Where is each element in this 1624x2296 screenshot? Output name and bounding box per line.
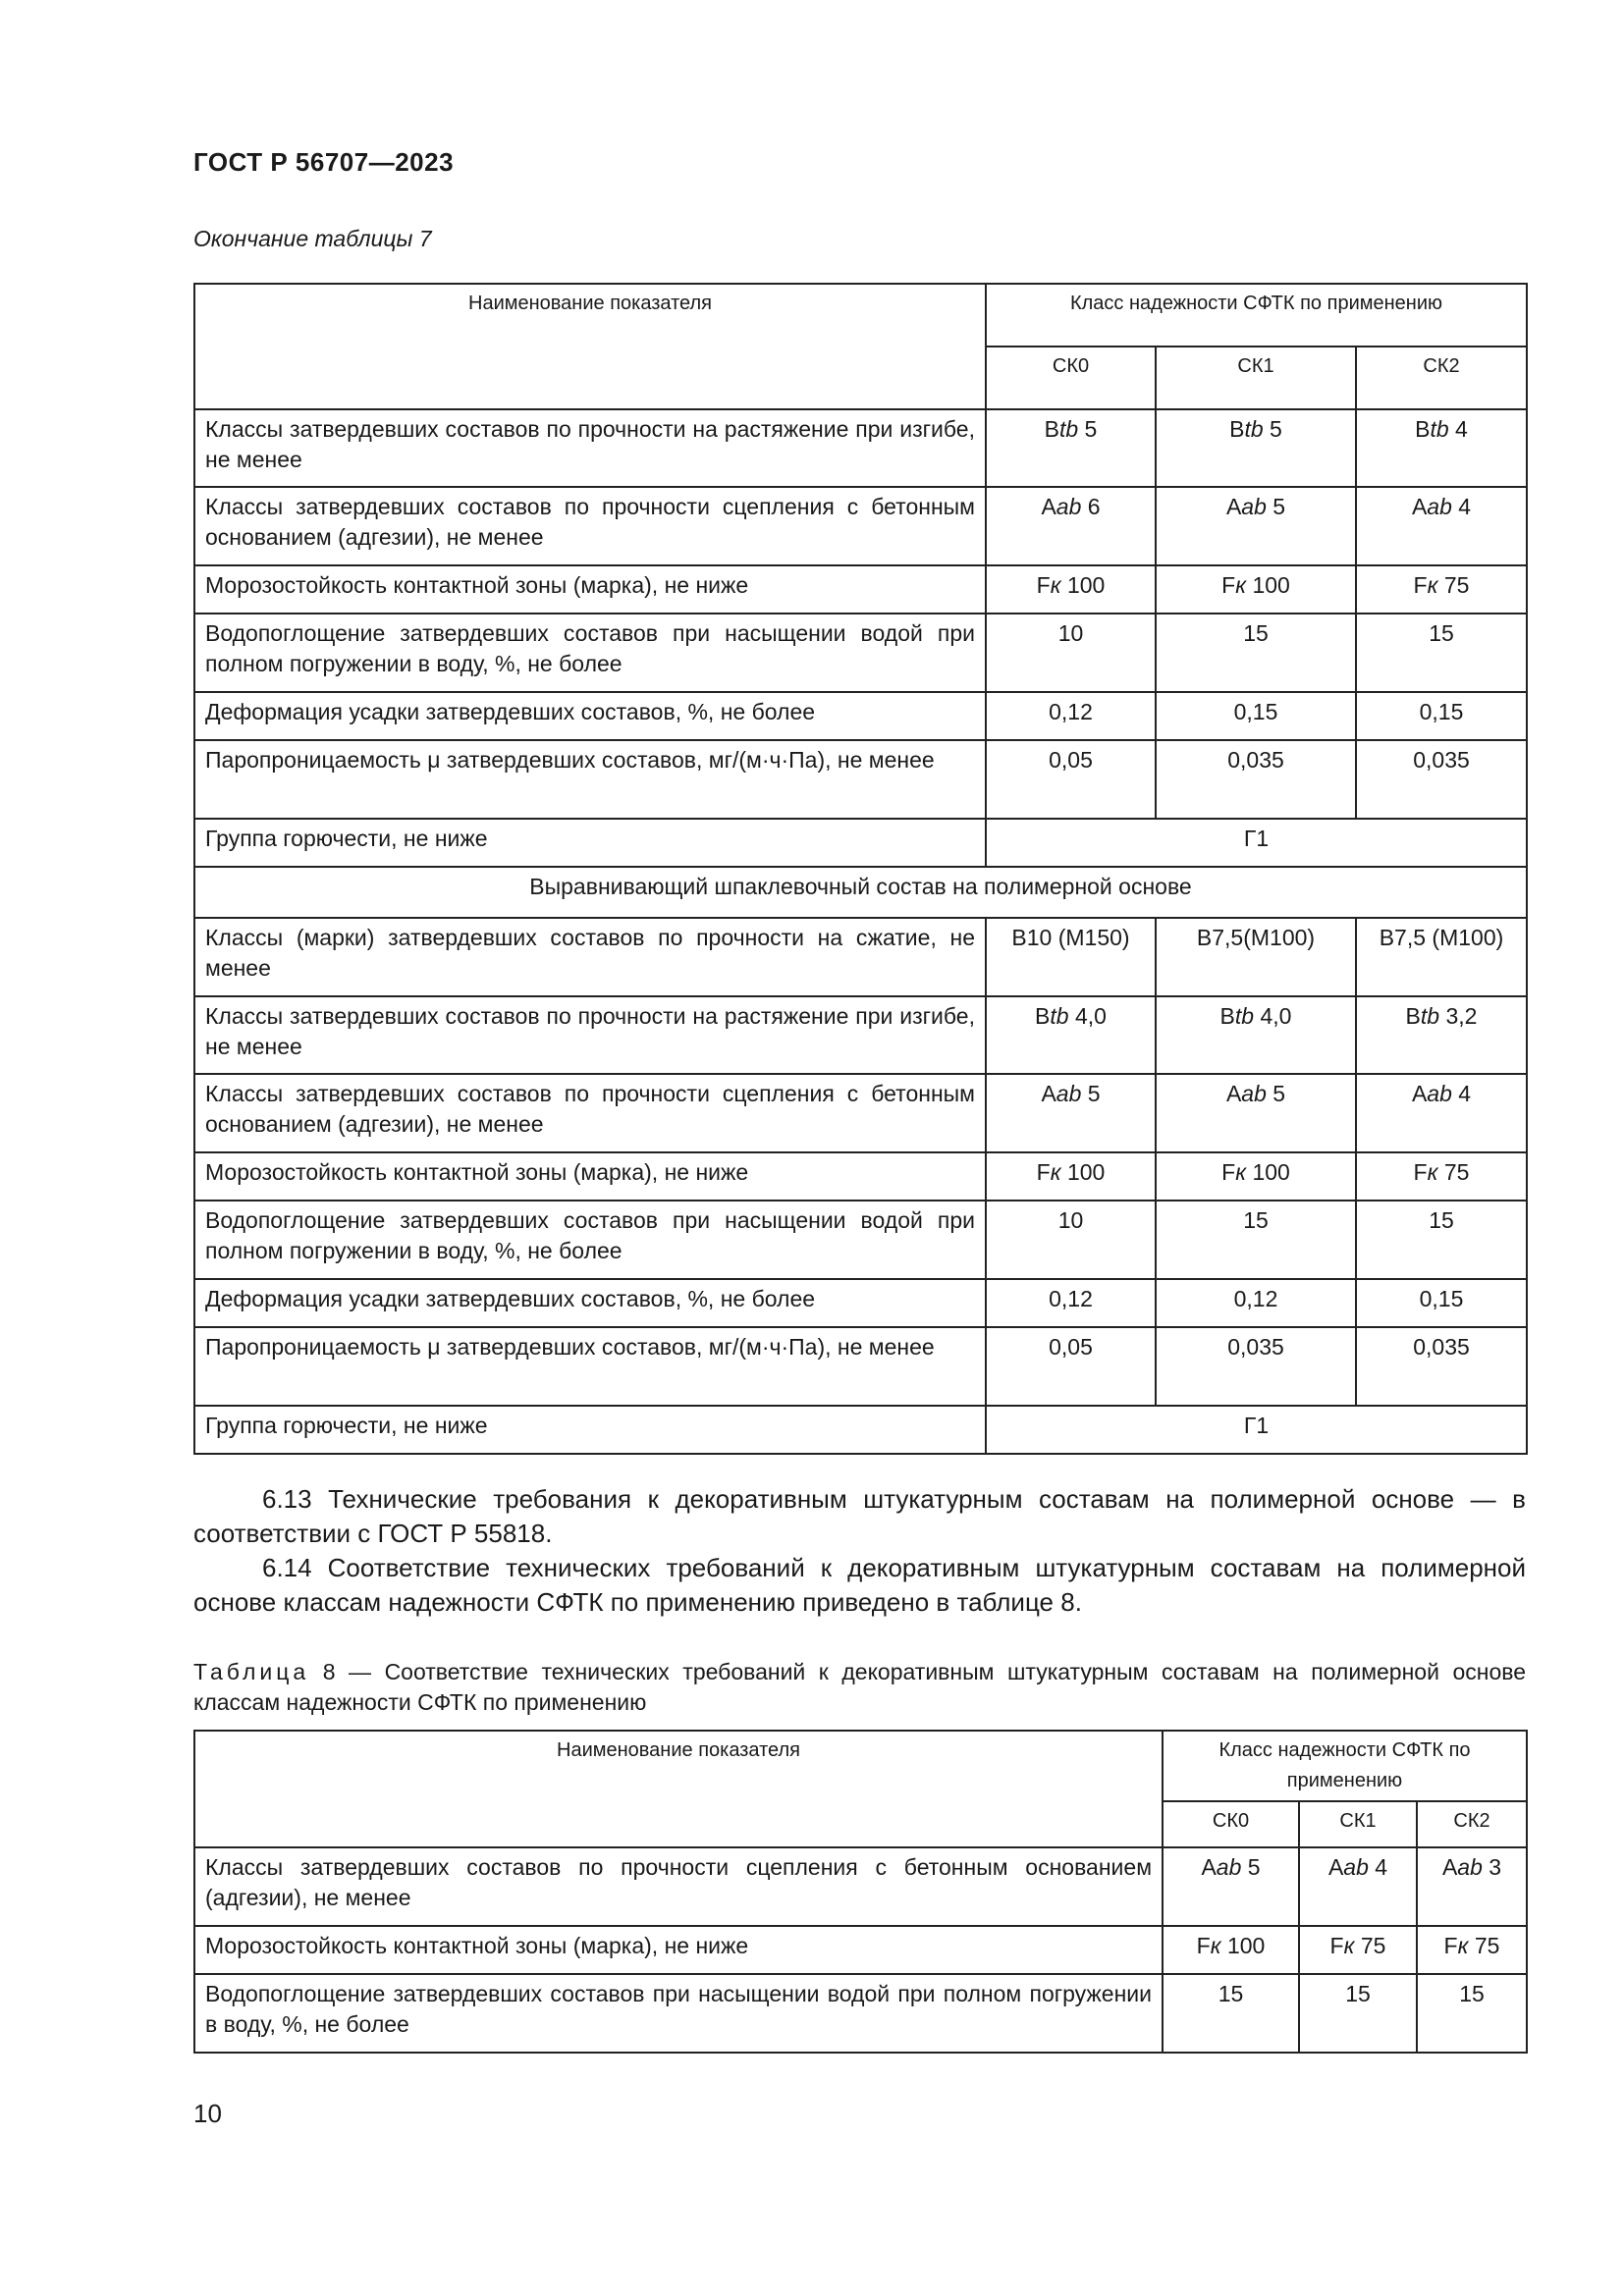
class-value: Aab 5 [1156, 1074, 1356, 1152]
class-value: 0,15 [1156, 692, 1356, 740]
column-header-class: СК0 [1163, 1801, 1299, 1847]
class-value: 0,035 [1156, 740, 1356, 819]
table-row [194, 918, 1527, 996]
class-value: Aab 5 [986, 1074, 1156, 1152]
table-row [194, 1926, 1527, 1974]
class-value: Fк 100 [1163, 1926, 1299, 1974]
class-value: 0,12 [986, 692, 1156, 740]
class-value: 0,05 [986, 1327, 1156, 1406]
table-row [194, 1847, 1527, 1926]
class-value: 0,15 [1356, 692, 1527, 740]
table8-caption-text: 8 — Соответствие технических требований к декоративным штукатурным составам на полимерной основе классам надежности СФТК по применению [193, 1659, 1526, 1715]
class-value: B7,5 (M100) [1356, 918, 1527, 996]
table-row [194, 409, 1527, 487]
table-row [194, 1406, 1527, 1454]
indicator-name: Водопоглощение затвердевших составов при насыщении водой при полном погружении в воду, %, не более [194, 1974, 1163, 2053]
column-header-class: СК1 [1299, 1801, 1417, 1847]
class-value: Btb 5 [986, 409, 1156, 487]
table7-continuation-label: Окончание таблицы 7 [193, 226, 432, 251]
class-value: Aab 4 [1356, 487, 1527, 565]
class-value: Fк 100 [986, 1152, 1156, 1201]
class-value: 0,15 [1356, 1279, 1527, 1327]
column-header-class: СК1 [1156, 347, 1356, 409]
table-row [194, 1152, 1527, 1201]
column-header-class: СК0 [986, 347, 1156, 409]
class-value: Fк 75 [1299, 1926, 1417, 1974]
class-value: 0,035 [1356, 740, 1527, 819]
class-value: Fк 75 [1417, 1926, 1527, 1974]
indicator-name: Деформация усадки затвердевших составов, %, не более [194, 692, 986, 740]
table-row [194, 692, 1527, 740]
class-value: Aab 5 [1156, 487, 1356, 565]
column-header-class: СК2 [1417, 1801, 1527, 1847]
column-header-class: СК2 [1356, 347, 1527, 409]
document-code-header: ГОСТ Р 56707—2023 [193, 147, 455, 177]
class-value: Aab 4 [1299, 1847, 1417, 1926]
paragraph-6-14 [193, 1551, 1526, 1620]
class-value: Fк 75 [1356, 1152, 1527, 1201]
class-value: Aab 5 [1163, 1847, 1299, 1926]
table-7 [193, 283, 1528, 1455]
column-header-class-group: Класс надежности СФТК по применению [1163, 1731, 1527, 1801]
table-8 [193, 1730, 1528, 2054]
column-header-class-group: Класс надежности СФТК по применению [986, 284, 1527, 347]
section-title-row [194, 867, 1527, 918]
indicator-name: Классы затвердевших составов по прочности на растяжение при изгибе, не менее [194, 409, 986, 487]
table-row [194, 614, 1527, 692]
paragraph-text: 6.13 Технические требования к декоративным штукатурным составам на полимерной основе — в соответствии с ГОСТ Р 55818. [193, 1484, 1526, 1548]
class-value: 15 [1299, 1974, 1417, 2053]
class-value: Aab 6 [986, 487, 1156, 565]
indicator-name: Паропроницаемость μ затвердевших составов, мг/(м·ч·Па), не менее [194, 740, 986, 819]
class-value: 10 [986, 1201, 1156, 1279]
table8-caption-word: Таблица [193, 1659, 310, 1684]
class-value: Btb 4,0 [986, 996, 1156, 1074]
indicator-name: Группа горючести, не ниже [194, 819, 986, 867]
table-row [194, 996, 1527, 1074]
class-value: 15 [1156, 614, 1356, 692]
class-value: 0,035 [1356, 1327, 1527, 1406]
class-value: 15 [1156, 1201, 1356, 1279]
table-row [194, 1074, 1527, 1152]
class-value: 0,05 [986, 740, 1156, 819]
paragraph-text: 6.14 Соответствие технических требований к декоративным штукатурным составам на полимерной основе классам надежности СФТК по применению приведено в таблице 8. [193, 1553, 1526, 1617]
class-value-merged: Г1 [986, 819, 1527, 867]
indicator-name: Водопоглощение затвердевших составов при насыщении водой при полном погружении в воду, %, не более [194, 614, 986, 692]
class-value: 15 [1356, 1201, 1527, 1279]
class-value: Fк 100 [986, 565, 1156, 614]
indicator-name: Классы затвердевших составов по прочности сцепления с бетонным основанием (адгезии), не менее [194, 1847, 1163, 1926]
column-header-name: Наименование показателя [194, 1731, 1163, 1847]
class-value: 15 [1163, 1974, 1299, 2053]
class-value: Fк 100 [1156, 1152, 1356, 1201]
table-row [194, 565, 1527, 614]
indicator-name: Водопоглощение затвердевших составов при насыщении водой при полном погружении в воду, %, не более [194, 1201, 986, 1279]
class-value: Aab 3 [1417, 1847, 1527, 1926]
indicator-name: Классы затвердевших составов по прочности сцепления с бетонным основанием (адгезии), не менее [194, 1074, 986, 1152]
page-number: 10 [193, 2099, 222, 2128]
class-value: Btb 3,2 [1356, 996, 1527, 1074]
class-value: Btb 4,0 [1156, 996, 1356, 1074]
indicator-name: Паропроницаемость μ затвердевших составов, мг/(м·ч·Па), не менее [194, 1327, 986, 1406]
table-row [194, 1201, 1527, 1279]
class-value: 15 [1356, 614, 1527, 692]
class-value: 10 [986, 614, 1156, 692]
class-value: 15 [1417, 1974, 1527, 2053]
table-row [194, 1974, 1527, 2053]
section-title: Выравнивающий шпаклевочный состав на полимерной основе [194, 867, 1527, 918]
class-value: 0,12 [986, 1279, 1156, 1327]
indicator-name: Классы (марки) затвердевших составов по прочности на сжатие, не менее [194, 918, 986, 996]
indicator-name: Классы затвердевших составов по прочности сцепления с бетонным основанием (адгезии), не менее [194, 487, 986, 565]
indicator-name: Морозостойкость контактной зоны (марка), не ниже [194, 1926, 1163, 1974]
class-value: Aab 4 [1356, 1074, 1527, 1152]
class-value-merged: Г1 [986, 1406, 1527, 1454]
class-value: B10 (M150) [986, 918, 1156, 996]
indicator-name: Классы затвердевших составов по прочности на растяжение при изгибе, не менее [194, 996, 986, 1074]
paragraph-6-13 [193, 1482, 1526, 1551]
indicator-name: Морозостойкость контактной зоны (марка), не ниже [194, 1152, 986, 1201]
table-row [194, 487, 1527, 565]
class-value: Btb 4 [1356, 409, 1527, 487]
indicator-name: Группа горючести, не ниже [194, 1406, 986, 1454]
class-value: 0,12 [1156, 1279, 1356, 1327]
class-value: Fк 100 [1156, 565, 1356, 614]
indicator-name: Деформация усадки затвердевших составов, %, не более [194, 1279, 986, 1327]
class-value: 0,035 [1156, 1327, 1356, 1406]
column-header-name: Наименование показателя [194, 284, 986, 409]
table-row [194, 740, 1527, 819]
class-value: B7,5(M100) [1156, 918, 1356, 996]
table-row [194, 819, 1527, 867]
class-value: Btb 5 [1156, 409, 1356, 487]
table-row [194, 1327, 1527, 1406]
class-value: Fк 75 [1356, 565, 1527, 614]
table-row [194, 1279, 1527, 1327]
indicator-name: Морозостойкость контактной зоны (марка), не ниже [194, 565, 986, 614]
table8-caption [193, 1657, 1526, 1718]
